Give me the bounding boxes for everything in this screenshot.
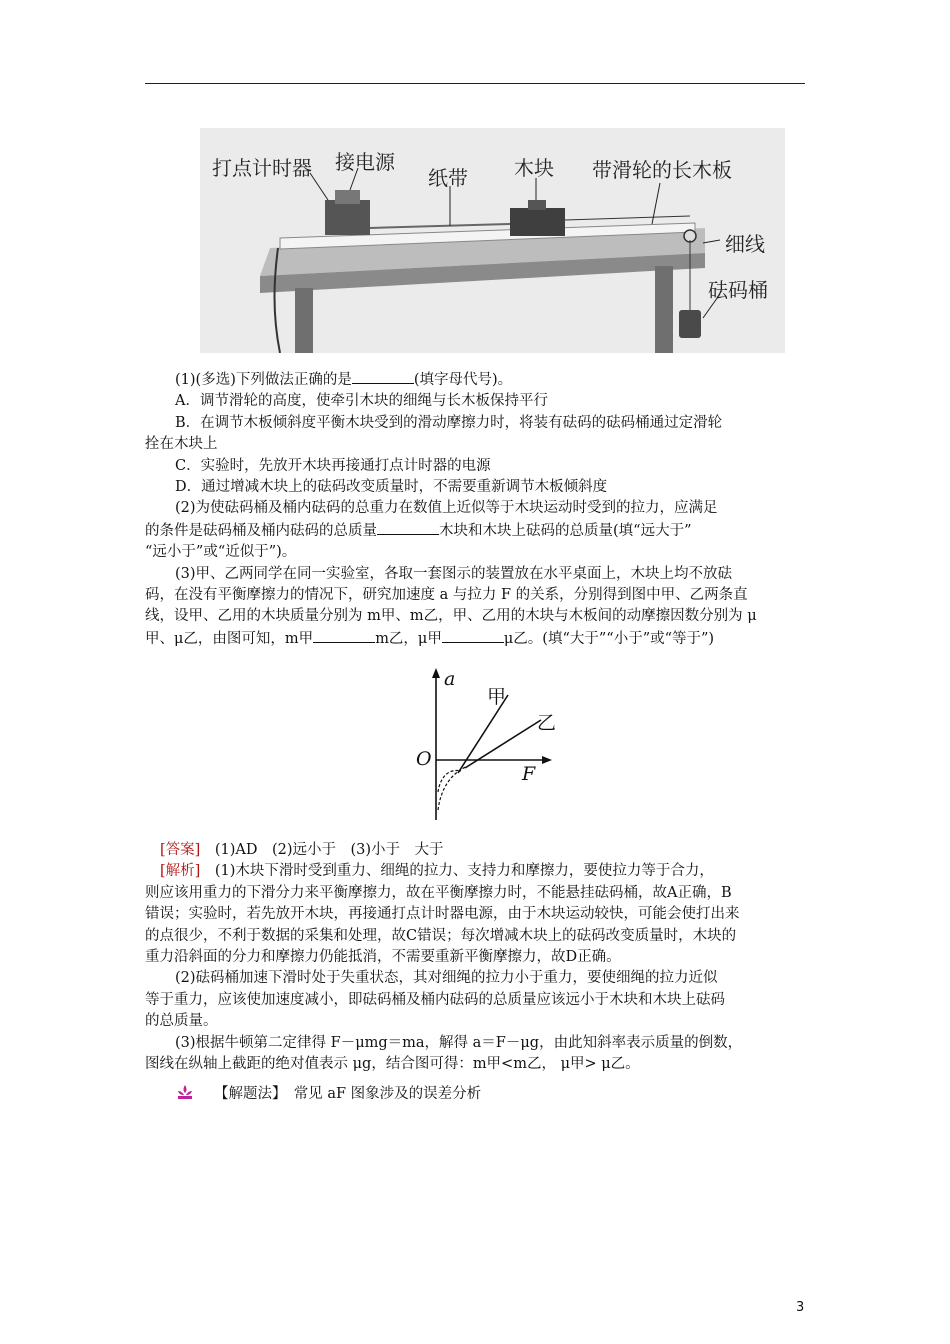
analysis-line1 bbox=[145, 861, 807, 882]
q2-line2-pre: 的条件是砝码桶及桶内砝码的总质量 bbox=[145, 522, 377, 539]
tip-heading bbox=[176, 1082, 481, 1103]
y-axis-label: a bbox=[444, 668, 456, 690]
analysis-p1-3: 错误；实验时，若先放开木块，再接通打点计时器电源，由于木块运动较快，可能会使打出来 bbox=[145, 906, 740, 923]
q1-option-c: C．实验时，先放开木块再接通打点计时器的电源 bbox=[175, 457, 491, 474]
analysis-p1-1: (1)木块下滑时受到重力、细绳的拉力、支持力和摩擦力，要使拉力等于合力， bbox=[214, 863, 714, 880]
tip-title: 【解题法】 常见 aF 图象涉及的误差分析 bbox=[214, 1086, 482, 1102]
analysis-p3-2: 图线在纵轴上截距的绝对值表示 μg，结合图可得：m甲<m乙， μ甲> μ乙。 bbox=[145, 1056, 640, 1073]
q1-option-b-line2: 拴在木块上 bbox=[145, 436, 218, 453]
curve-jia-dashed bbox=[438, 770, 461, 792]
apparatus-figure bbox=[200, 128, 785, 353]
q2-line3: “远小于”或“近似于”)。 bbox=[145, 544, 297, 561]
q3-line4-mid2: μ乙。(填“大于”“小于”或“等于”) bbox=[503, 630, 715, 647]
q1-stem-pre: (1)(多选)下列做法正确的是 bbox=[175, 372, 352, 388]
q3-blank-mu bbox=[442, 628, 504, 643]
analysis-p1-5: 重力沿斜面的分力和摩擦力仍能抵消，不需要重新平衡摩擦力，故D正确。 bbox=[145, 949, 621, 966]
curve-yi-dashed bbox=[438, 766, 468, 810]
q2-line2 bbox=[145, 520, 807, 542]
q1-blank bbox=[352, 369, 414, 384]
analysis-p2-1: (2)砝码桶加速下滑时处于失重状态，其对细绳的拉力小于重力，要使细绳的拉力近似 bbox=[175, 970, 718, 987]
label-timer: 打点计时器 bbox=[212, 156, 312, 180]
line-yi-label: 乙 bbox=[537, 712, 557, 734]
analysis-p1-4: 的点很少，不利于数据的采集和处理，故C错误；每次增减木块上的砝码改变质量时，木块的 bbox=[145, 927, 737, 944]
origin-label: O bbox=[416, 748, 432, 770]
page-number: 3 bbox=[796, 1300, 805, 1315]
answer-analysis bbox=[145, 840, 807, 1075]
q1-option-b-line1: B．在调节木板倾斜度平衡木块受到的滑动摩擦力时，将装有砝码的砝码桶通过定滑轮 bbox=[175, 414, 723, 431]
q1-option-d: D．通过增减木块上的砝码改变质量时，不需要重新调节木板倾斜度 bbox=[175, 479, 608, 496]
analysis-p3-1: (3)根据牛顿第二定律得 F－μmg＝ma，解得 a＝F－μg，由此知斜率表示质量的倒数， bbox=[175, 1034, 743, 1051]
answer-text: (1)AD (2)远小于 (3)小于 大于 bbox=[214, 842, 444, 858]
q1-stem-post: (填字母代号)。 bbox=[413, 372, 513, 388]
q3-line1: (3)甲、乙两同学在同一实验室，各取一套图示的装置放在水平桌面上，木块上均不放砝 bbox=[175, 565, 733, 582]
label-string: 细线 bbox=[725, 232, 765, 256]
q3-line4 bbox=[145, 628, 807, 650]
label-power: 接电源 bbox=[335, 150, 395, 174]
q1-stem bbox=[145, 369, 807, 391]
q3-line4-pre: 甲、μ乙，由图可知，m甲 bbox=[145, 630, 314, 647]
header-rule bbox=[145, 83, 805, 84]
x-axis-arrow bbox=[542, 756, 552, 764]
af-graph bbox=[413, 660, 583, 830]
analysis-p2-3: 的总质量。 bbox=[145, 1013, 218, 1030]
lotus-icon bbox=[176, 1083, 194, 1101]
label-tape: 纸带 bbox=[428, 166, 468, 190]
analysis-p1-2: 则应该用重力的下滑分力来平衡摩擦力，故在平衡摩擦力时，不能悬挂砝码桶，故A正确，B bbox=[145, 884, 732, 901]
q1-option-a: A．调节滑轮的高度，使牵引木块的细绳与长木板保持平行 bbox=[175, 393, 548, 410]
q3-blank-mass bbox=[313, 628, 375, 643]
q2-line2-post: 木块和木块上砝码的总质量(填“远大于” bbox=[439, 522, 692, 539]
analysis-p2-2: 等于重力，应该使加速度减小，即砝码桶及桶内砝码的总质量应该远小于木块和木块上砝码 bbox=[145, 991, 725, 1008]
q2-blank bbox=[377, 520, 439, 535]
y-axis-arrow bbox=[432, 668, 440, 678]
answer-tag: [答案] bbox=[160, 842, 201, 858]
label-block: 木块 bbox=[514, 156, 554, 180]
x-axis-label: F bbox=[522, 763, 536, 785]
line-jia-label: 甲 bbox=[487, 686, 507, 708]
label-bucket: 砝码桶 bbox=[708, 278, 768, 302]
answer-line bbox=[145, 840, 807, 861]
q2-line1: (2)为使砝码桶及桶内砝码的总重力在数值上近似等于木块运动时受到的拉力，应满足 bbox=[175, 500, 718, 517]
q3-line3: 线，设甲、乙用的木块质量分别为 m甲、m乙，甲、乙用的木块与木板间的动摩擦因数分别为 μ bbox=[145, 608, 757, 625]
questions bbox=[145, 369, 807, 650]
analysis-tag: [解析] bbox=[160, 863, 201, 880]
q3-line2: 码，在没有平衡摩擦力的情况下，研究加速度 a 与拉力 F 的关系，分别得到图中甲、乙两条直 bbox=[145, 587, 748, 604]
q3-line4-mid1: m乙，μ甲 bbox=[375, 630, 442, 647]
label-board: 带滑轮的长木板 bbox=[592, 158, 732, 182]
